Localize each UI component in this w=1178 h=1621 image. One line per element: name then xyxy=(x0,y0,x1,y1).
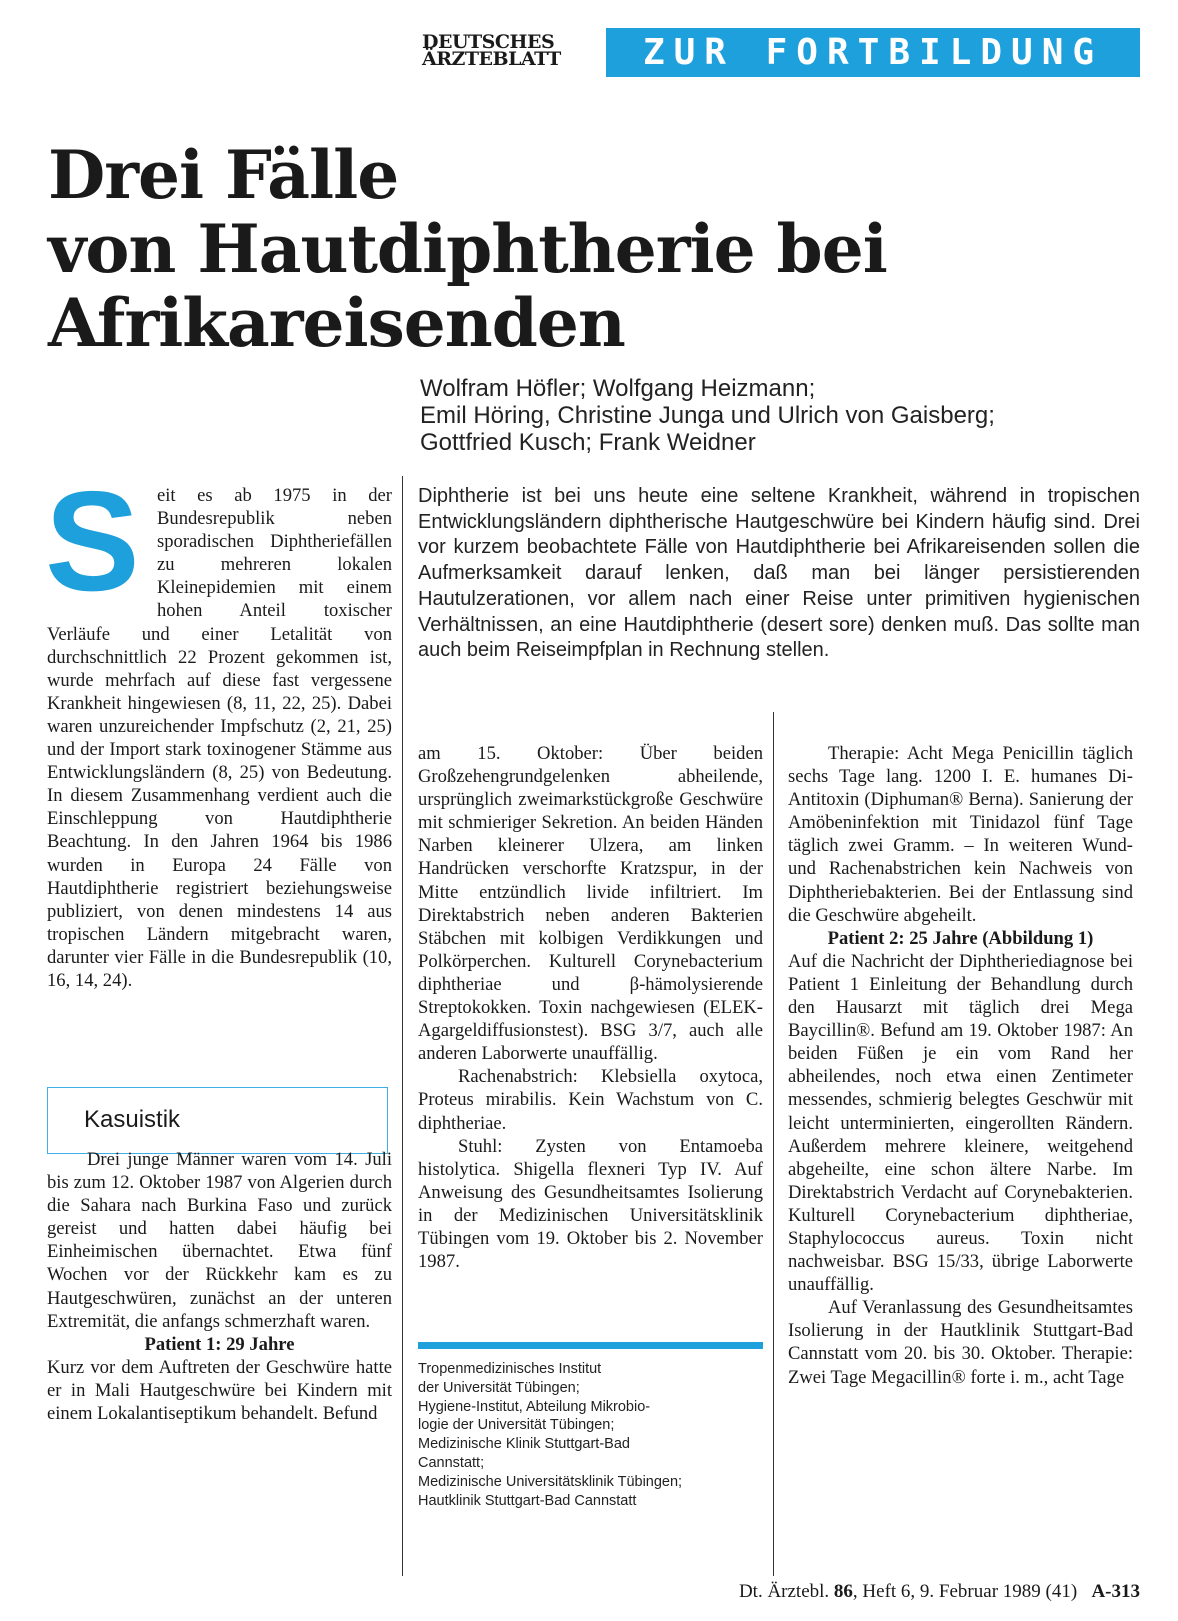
column3-paragraph: Auf die Nachricht der Diphtheriediagnose bei Patient 1 Einleitung der Behandlung durch den Hausarzt mit täglich drei Mega Baycillin®. Befund am 19. Oktober 1987: An beiden Füßen je ein vom Rand her abheilendes, noch etwa einen Zentimeter messendes, schmierig belegtes Geschwür mit leicht unterminierten, eingerollten Rändern. Außerdem mehrere kleinere, weitgehend abgeheilte, eine schon ältere Narbe. Im Direktabstrich Verdacht auf Corynebakterien. Kulturell Corynebacterium diphtheriae, Staphylococcus aureus. Toxin nicht nachweisbar. BSG 15/33, übrige Laborwerte unauffällig. xyxy=(788,950,1133,1296)
footer-volume: 86 xyxy=(833,1581,853,1602)
patient1-text: Kurz vor dem Auftreten der Geschwüre hatte er in Mali Hautgeschwüre bei Kindern mit einem Lokalantiseptikum behandelt. Befund xyxy=(47,1356,392,1425)
section-banner: ZUR FORTBILDUNG xyxy=(606,28,1140,77)
journal-masthead xyxy=(422,31,561,70)
affiliation-line: der Universität Tübingen; xyxy=(418,1379,580,1396)
affiliation-line: Medizinische Universitätsklinik Tübingen; xyxy=(418,1473,683,1490)
column2-paragraph: Stuhl: Zysten von Entamoeba histolytica. Shigella flexneri Typ IV. Auf Anweisung des Gesundheitsamtes Isolierung in der Medizinischen Universitätsklinik Tübingen vom 19. Oktober bis 2. November 1987. xyxy=(418,1135,763,1273)
footer-page-number: A-313 xyxy=(1091,1581,1140,1602)
footer-issue: , Heft 6, 9. Februar 1989 (41) xyxy=(852,1581,1078,1602)
affiliation-line: Tropenmedizinisches Institut xyxy=(418,1361,602,1377)
intro-paragraph xyxy=(45,462,392,992)
affiliation-line: Medizinische Klinik Stuttgart-Bad xyxy=(418,1436,630,1453)
affiliation-line: Hygiene-Institut, Abteilung Mikrobio- xyxy=(418,1398,651,1415)
column-1 xyxy=(45,462,392,992)
title-line: Drei Fälle xyxy=(48,136,399,214)
footer-journal: Dt. Ärztebl. xyxy=(738,1581,830,1602)
drop-cap: S xyxy=(45,462,140,621)
masthead-line2: ÄRZTEBLATT xyxy=(422,48,561,70)
abstract xyxy=(418,484,1140,664)
masthead-line1: DEUTSCHES xyxy=(422,31,555,53)
column-divider xyxy=(773,712,774,1576)
page-footer xyxy=(640,1581,1140,1603)
affiliation-line: Cannstatt; xyxy=(418,1454,485,1471)
kasuistik-heading: Kasuistik xyxy=(84,1106,181,1133)
column2-paragraph: Rachenabstrich: Klebsiella oxytoca, Proteus mirabilis. Kein Wachstum von C. diphtheriae. xyxy=(418,1066,763,1134)
column-2 xyxy=(418,742,763,1273)
affiliations xyxy=(418,1360,763,1510)
patient1-heading: Patient 1: 29 Jahre xyxy=(144,1333,295,1355)
column3-paragraph: Auf Veranlassung des Gesundheitsamtes Isolierung in der Hautklinik Stuttgart-Bad Cannstatt vom 20. bis 30. Oktober. Therapie: Zwei Tage Megacillin® forte i. m., acht Tage xyxy=(788,1297,1133,1388)
affiliation-divider xyxy=(418,1342,763,1349)
author-line: Wolfram Höfler; Wolfgang Heizmann; xyxy=(420,375,816,402)
column-3 xyxy=(788,742,1133,1389)
abstract-text: Diphtherie ist bei uns heute eine seltene Krankheit, während in tropischen Entwicklungsländern diphtherische Hautgeschwüre bei Kindern häufig sind. Drei vor kurzem beobachtete Fälle von Hautdiphtherie bei Afrikareisenden sollen die Aufmerksamkeit darauf lenken, daß man bei länger persistierenden Hautulzerationen, vor allem nach einer Reise unter primitiven hygienischen Verhältnissen, an eine Hautdiphtherie (desert sore) denken muß. Das sollte man auch beim Reiseimpfplan in Rechnung stellen. xyxy=(418,485,1140,662)
article-title xyxy=(48,138,1148,360)
intro-text: eit es ab 1975 in der Bundesrepublik neben sporadischen Diphtheriefällen zu mehreren lokalen Kleinepidemien mit einem hohen Anteil toxischer Verläufe und einer Letalität von durchschnittlich 22 Prozent gekommen ist, wurde mehrfach auf diese fast vergessene Krankheit hingewiesen (8, 11, 22, 25). Dabei waren unzureichender Impfschutz (2, 21, 25) und der Import stark toxinogener Stämme aus Entwicklungsländern (8, 25) von Bedeutung. In diesem Zusammenhang verdient auch die Einschleppung von Hautdiphtherie Beachtung. In den Jahren 1964 bis 1986 wurden in Europa 24 Fälle von Hautdiphtherie registriert beziehungsweise publiziert, von denen mindestens 14 aus tropischen Ländern mitgebracht waren, darunter vier Fälle in die Bundesrepublik (10, 16, 14, 24). xyxy=(47,485,392,991)
affiliation-line: logie der Universität Tübingen; xyxy=(418,1417,615,1434)
affiliation-line: Hautklinik Stuttgart-Bad Cannstatt xyxy=(418,1492,637,1509)
title-line: von Hautdiphtherie bei xyxy=(48,210,887,288)
column-1-lower xyxy=(47,1148,392,1425)
author-line: Emil Höring, Christine Junga und Ulrich von Gaisberg; xyxy=(420,402,995,429)
author-list xyxy=(420,375,1160,456)
column-divider xyxy=(402,476,403,1576)
kasuistik-heading-box xyxy=(47,1087,388,1154)
title-line: Afrikareisenden xyxy=(48,284,625,362)
author-line: Gottfried Kusch; Frank Weidner xyxy=(420,429,756,456)
column3-paragraph: Therapie: Acht Mega Penicillin täglich sechs Tage lang. 1200 I. E. humanes Di-Antitoxin (Diphuman® Berna). Sanierung der Amöbeninfektion mit Tinidazol fünf Tage täglich zwei Gramm. – In weiteren Wund- und Rachenabstrichen kein Nachweis von Diphtheriebakterien. Bei der Entlassung sind die Geschwüre abgeheilt. xyxy=(788,743,1133,926)
kasuistik-text: Drei junge Männer waren vom 14. Juli bis zum 12. Oktober 1987 von Algerien durch die Sahara nach Burkina Faso und zurück gereist und hatten dabei häufig bei Einheimischen übernachtet. Etwa fünf Wochen vor der Rückkehr kam es zu Hautgeschwüren, zunächst an der unteren Extremität, die anfangs schmerzhaft waren. xyxy=(47,1149,392,1332)
patient2-heading: Patient 2: 25 Jahre (Abbildung 1) xyxy=(827,927,1094,949)
column2-paragraph: am 15. Oktober: Über beiden Großzehengrundgelenken abheilende, ursprünglich zweimarkstückgroße Geschwüre mit schmieriger Sekretion. An beiden Händen Narben kleinerer Ulzera, am linken Handrücken verschorfte Kratzspur, in der Mitte entzündlich livide infiltriert. Im Direktabstrich neben anderen Bakterien Stäbchen mit kolbigen Verdikkungen und Polkörperchen. Kulturell Corynebacterium diphtheriae und β-hämolysierende Streptokokken. Toxin nachgewiesen (ELEK-Agargeldiffusionstest). BSG 3/7, auch alle anderen Laborwerte unauffällig. xyxy=(418,743,763,1065)
